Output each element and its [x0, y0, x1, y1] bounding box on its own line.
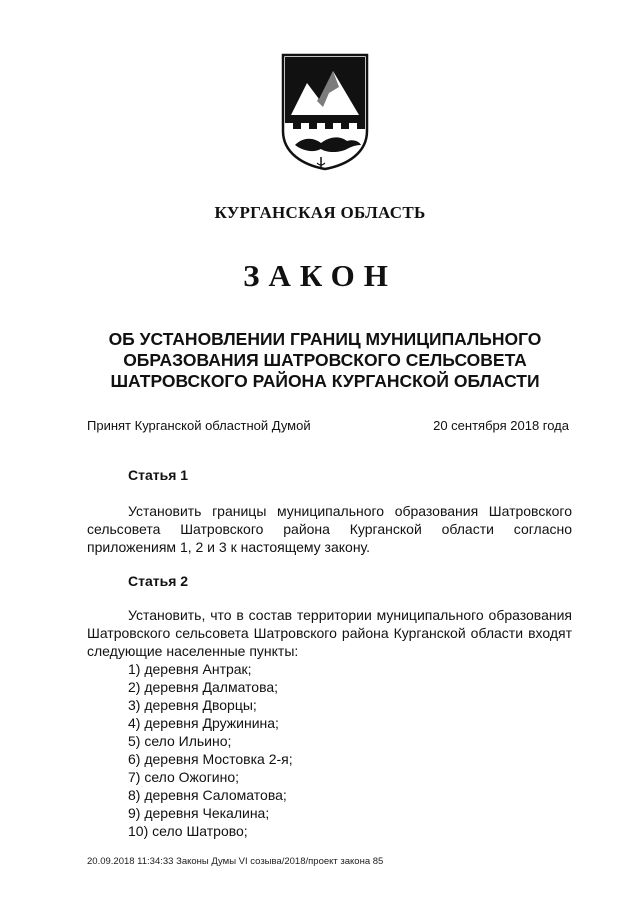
article-1-heading: Статья 1 [128, 467, 189, 483]
list-item: 7) село Ожогино; [128, 769, 240, 785]
footer-stamp: 20.09.2018 11:34:33 Законы Думы VI созыва/2018/проект закона 85 [87, 856, 384, 867]
law-title [60, 329, 590, 392]
list-item: 10) село Шатрово; [128, 823, 248, 839]
law-title-line: ОБ УСТАНОВЛЕНИИ ГРАНИЦ МУНИЦИПАЛЬНОГО [108, 329, 542, 349]
article-2-heading: Статья 2 [128, 573, 189, 589]
adopted-by: Принят Курганской областной Думой [87, 418, 311, 433]
list-item: 1) деревня Антрак; [128, 661, 252, 677]
list-item: 6) деревня Мостовка 2-я; [128, 751, 293, 767]
list-item: 4) деревня Дружинина; [128, 715, 279, 731]
document-type: ЗАКОН [243, 258, 397, 293]
law-title-line: ШАТРОВСКОГО РАЙОНА КУРГАНСКОЙ ОБЛАСТИ [110, 371, 540, 391]
region-name: КУРГАНСКАЯ ОБЛАСТЬ [214, 203, 426, 222]
adoption-date: 20 сентября 2018 года [433, 418, 569, 433]
list-item: 8) деревня Саломатова; [128, 787, 287, 803]
coat-of-arms-icon [277, 53, 373, 171]
list-item: 3) деревня Дворцы; [128, 697, 257, 713]
list-item: 2) деревня Далматова; [128, 679, 279, 695]
article-1-text: Установить границы муниципального образования Шатровского сельсовета Шатровского района Курганской области согласно приложениям 1, 2 и 3 к настоящему закону. [87, 503, 572, 555]
list-item: 5) село Ильино; [128, 733, 232, 749]
law-title-line: ОБРАЗОВАНИЯ ШАТРОВСКОГО СЕЛЬСОВЕТА [123, 350, 527, 370]
settlement-list [128, 660, 293, 840]
article-2-text: Установить, что в состав территории муниципального образования Шатровского сельсовета Шатровского района Курганской области входят следующие населенные пункты: [87, 607, 572, 659]
list-item: 9) деревня Чекалина; [128, 805, 270, 821]
